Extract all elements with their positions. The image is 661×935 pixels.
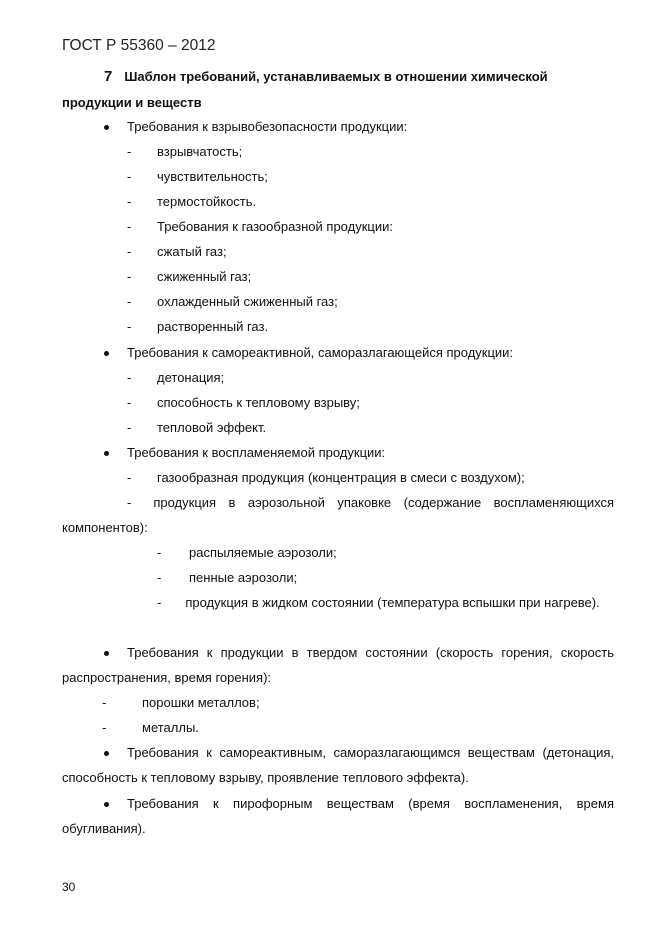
- list-item: [62, 565, 614, 591]
- bullet-icon: [104, 351, 109, 356]
- bullet-text: Требования к самореактивным, саморазлагающимся веществам (детонация, способность к тепловому взрыву, проявление теплового эффекта).: [62, 745, 614, 785]
- dash-marker: -: [127, 144, 132, 159]
- list-item-text: взрывчатость;: [157, 144, 243, 159]
- bullet-icon: [104, 802, 109, 807]
- dash-marker: -: [127, 319, 132, 334]
- dash-marker: -: [157, 595, 162, 610]
- list-item: [62, 465, 614, 491]
- list-item-text: чувствительность;: [157, 169, 268, 184]
- list-item: [62, 715, 614, 741]
- list-item: [62, 239, 614, 265]
- list-item-text: растворенный газ.: [157, 319, 269, 334]
- list-item-text: распыляемые аэрозоли;: [189, 545, 337, 560]
- list-item-wrapped: [62, 490, 614, 540]
- bullet-text: Требования к взрывобезопасности продукции:: [127, 119, 408, 134]
- list-item: [62, 189, 614, 215]
- list-item-text: металлы.: [142, 720, 199, 735]
- bullet-icon: [104, 451, 109, 456]
- list-item: [62, 415, 614, 441]
- dash-marker: -: [127, 395, 132, 410]
- section-title: [62, 64, 614, 116]
- list-item: [62, 540, 614, 566]
- list-item-text: порошки металлов;: [142, 695, 260, 710]
- dash-marker: -: [127, 219, 132, 234]
- list-item-text: Требования к газообразной продукции:: [157, 219, 393, 234]
- list-item: [62, 314, 614, 340]
- dash-marker: -: [127, 244, 132, 259]
- dash-marker: -: [127, 495, 132, 510]
- bullet-item: [62, 114, 614, 140]
- list-item-text: способность к тепловому взрыву;: [157, 395, 360, 410]
- section-number: 7: [104, 68, 113, 85]
- list-item-text: тепловой эффект.: [157, 420, 267, 435]
- list-item: [62, 690, 614, 716]
- page-number: 30: [62, 880, 76, 894]
- dash-marker: -: [127, 294, 132, 309]
- bullet-item-wrapped: [62, 640, 614, 690]
- list-item-text: продукция в жидком состоянии (температура вспышки при нагреве).: [185, 595, 600, 610]
- dash-marker: -: [127, 169, 132, 184]
- list-item: [62, 289, 614, 315]
- list-item: [62, 390, 614, 416]
- bullet-text: Требования к продукции в твердом состоянии (скорость горения, скорость распространения, время горения):: [62, 645, 614, 685]
- dash-marker: -: [102, 720, 107, 735]
- document-header: ГОСТ Р 55360 – 2012: [62, 37, 216, 54]
- bullet-text: Требования к пирофорным веществам (время воспламенения, время обугливания).: [62, 796, 614, 836]
- dash-marker: -: [157, 545, 162, 560]
- dash-marker: -: [102, 695, 107, 710]
- list-item-text: термостойкость.: [157, 194, 257, 209]
- list-item-wrapped: [62, 590, 614, 615]
- dash-marker: -: [127, 470, 132, 485]
- list-item-text: сжиженный газ;: [157, 269, 252, 284]
- list-item-text: сжатый газ;: [157, 244, 227, 259]
- dash-marker: -: [127, 269, 132, 284]
- bullet-item-wrapped: [62, 791, 614, 841]
- dash-marker: -: [157, 570, 162, 585]
- dash-marker: -: [127, 194, 132, 209]
- bullet-icon: [104, 651, 109, 656]
- list-item: [62, 264, 614, 290]
- list-item: [62, 139, 614, 165]
- bullet-icon: [104, 751, 109, 756]
- dash-marker: -: [127, 370, 132, 385]
- bullet-text: Требования к воспламеняемой продукции:: [127, 445, 386, 460]
- list-item-text: охлажденный сжиженный газ;: [157, 294, 338, 309]
- list-item: [62, 164, 614, 190]
- list-item-text: продукция в аэрозольной упаковке (содержание воспламеняющихся компонентов):: [62, 495, 614, 535]
- list-item-text: детонация;: [157, 370, 225, 385]
- section-title-text: Шаблон требований, устанавливаемых в отношении химической продукции и веществ: [62, 69, 548, 110]
- bullet-item-wrapped: [62, 740, 614, 790]
- bullet-item: [62, 340, 614, 366]
- bullet-icon: [104, 125, 109, 130]
- list-item: [62, 214, 614, 240]
- bullet-text: Требования к самореактивной, саморазлагающейся продукции:: [127, 345, 514, 360]
- dash-marker: -: [127, 420, 132, 435]
- list-item-text: пенные аэрозоли;: [189, 570, 298, 585]
- list-item-text: газообразная продукция (концентрация в смеси с воздухом);: [157, 470, 525, 485]
- bullet-item: [62, 440, 614, 466]
- list-item: [62, 365, 614, 391]
